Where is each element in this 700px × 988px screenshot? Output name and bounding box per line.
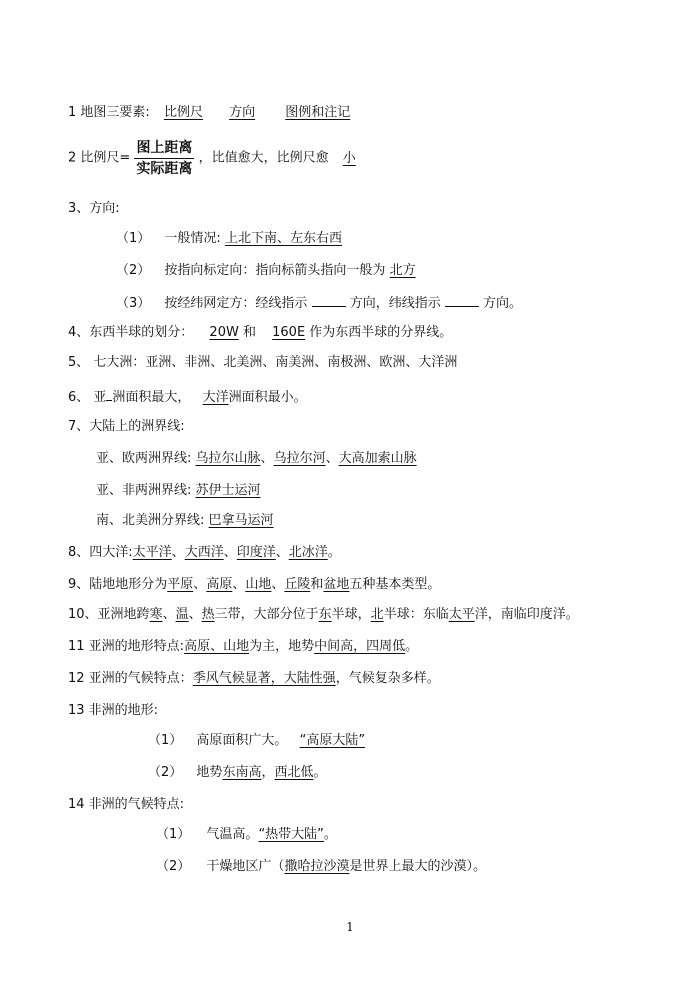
blank-parallel bbox=[445, 292, 479, 307]
item-3-2: （2） 按指向标定向：指向标箭头指向一般为 北方 bbox=[116, 263, 416, 278]
item-3-3: （3） 按经纬网定方：经线指示 方向，纬线指示 方向。 bbox=[116, 292, 522, 313]
item-4: 4、东西半球的划分： 20W 和 160E 作为东西半球的分界线。 bbox=[68, 325, 453, 340]
item-7-3: 南、北美洲分界线: 巴拿马运河 bbox=[96, 513, 274, 528]
item-3-1: （1） 一般情况: 上北下南、左东右西 bbox=[116, 231, 342, 246]
answer-160e: 160E bbox=[272, 325, 306, 340]
answer-tropical-continent: “热带大陆” bbox=[258, 827, 324, 842]
item-1: 1 地图三要素: 比例尺 方向 图例和注记 bbox=[68, 105, 351, 120]
item-10: 10、亚洲地跨寒、温、热三带，大部分位于东半球，北半球：东临太平洋，南临印度洋。 bbox=[68, 607, 579, 622]
answer-panama-canal: 巴拿马运河 bbox=[208, 513, 274, 528]
answer-20w: 20W bbox=[209, 325, 239, 340]
answer-oceania: 大洋 bbox=[202, 390, 229, 405]
answer-sahara: 撒哈拉沙漠 bbox=[284, 859, 350, 874]
answer-north: 北方 bbox=[389, 263, 416, 278]
answer-small: 小 bbox=[342, 150, 356, 166]
fraction-denominator: 实际距离 bbox=[136, 161, 193, 177]
answer-direction: 方向 bbox=[229, 105, 256, 120]
item-6: 6、 亚 洲面积最大， 大洋洲面积最小。 bbox=[68, 386, 307, 407]
item-7-1: 亚、欧两洲界线: 乌拉尔山脉、乌拉尔河、大高加索山脉 bbox=[96, 451, 417, 466]
answer-plateau-continent: “高原大陆” bbox=[299, 733, 366, 748]
page-number: 1 bbox=[346, 920, 354, 934]
item-8: 8、四大洋:太平洋、大西洋、印度洋、北冰洋。 bbox=[68, 545, 341, 560]
answer-scale: 比例尺 bbox=[163, 105, 203, 120]
item-2: 2 比例尺= $\frac{\text{图上距离}}{\text{实际距离}}$ ，比值愈大，比例尺愈 小 bbox=[68, 138, 366, 184]
item-9: 9、陆地地形分为平原、高原、山地、丘陵和盆地五种基本类型。 bbox=[68, 577, 441, 592]
answer-ural-river: 乌拉尔河 bbox=[273, 451, 326, 466]
item-14: 14 非洲的气候特点: bbox=[68, 797, 185, 812]
item-13-1: （1） 高原面积广大。 “高原大陆” bbox=[148, 733, 366, 748]
blank-meridian bbox=[312, 292, 346, 307]
item-13: 13 非洲的地形: bbox=[68, 703, 159, 718]
item-13-2: （2） 地势东南高，西北低。 bbox=[148, 765, 327, 780]
answer-legend: 图例和注记 bbox=[285, 105, 351, 120]
item-12: 12 亚洲的气候特点：季风气候显著，大陆性强，气候复杂多样。 bbox=[68, 671, 440, 686]
item-7: 7、大陆上的洲界线: bbox=[68, 419, 185, 434]
item-14-1: （1） 气温高。“热带大陆”。 bbox=[156, 827, 337, 842]
item-11: 11 亚洲的地形特点:高原、山地为主，地势中间高，四周低。 bbox=[68, 639, 419, 654]
answer-suez-canal: 苏伊士运河 bbox=[195, 483, 261, 498]
item-7-2: 亚、非两洲界线: 苏伊士运河 bbox=[96, 483, 261, 498]
answer-caucasus: 大高加索山脉 bbox=[338, 451, 417, 466]
fraction-numerator: 图上距离 bbox=[134, 138, 194, 159]
item-5: 5、 七大洲：亚洲、非洲、北美洲、南美洲、南极洲、欧洲、大洋洲 bbox=[68, 355, 458, 370]
item-14-2: （2） 干燥地区广（撒哈拉沙漠是世界上最大的沙漠）。 bbox=[156, 859, 486, 874]
answer-general-direction: 上北下南、左东右西 bbox=[224, 231, 342, 246]
item-3: 3、方向: bbox=[68, 201, 120, 216]
scale-fraction bbox=[134, 138, 194, 179]
answer-ural-mountains: 乌拉尔山脉 bbox=[195, 451, 261, 466]
